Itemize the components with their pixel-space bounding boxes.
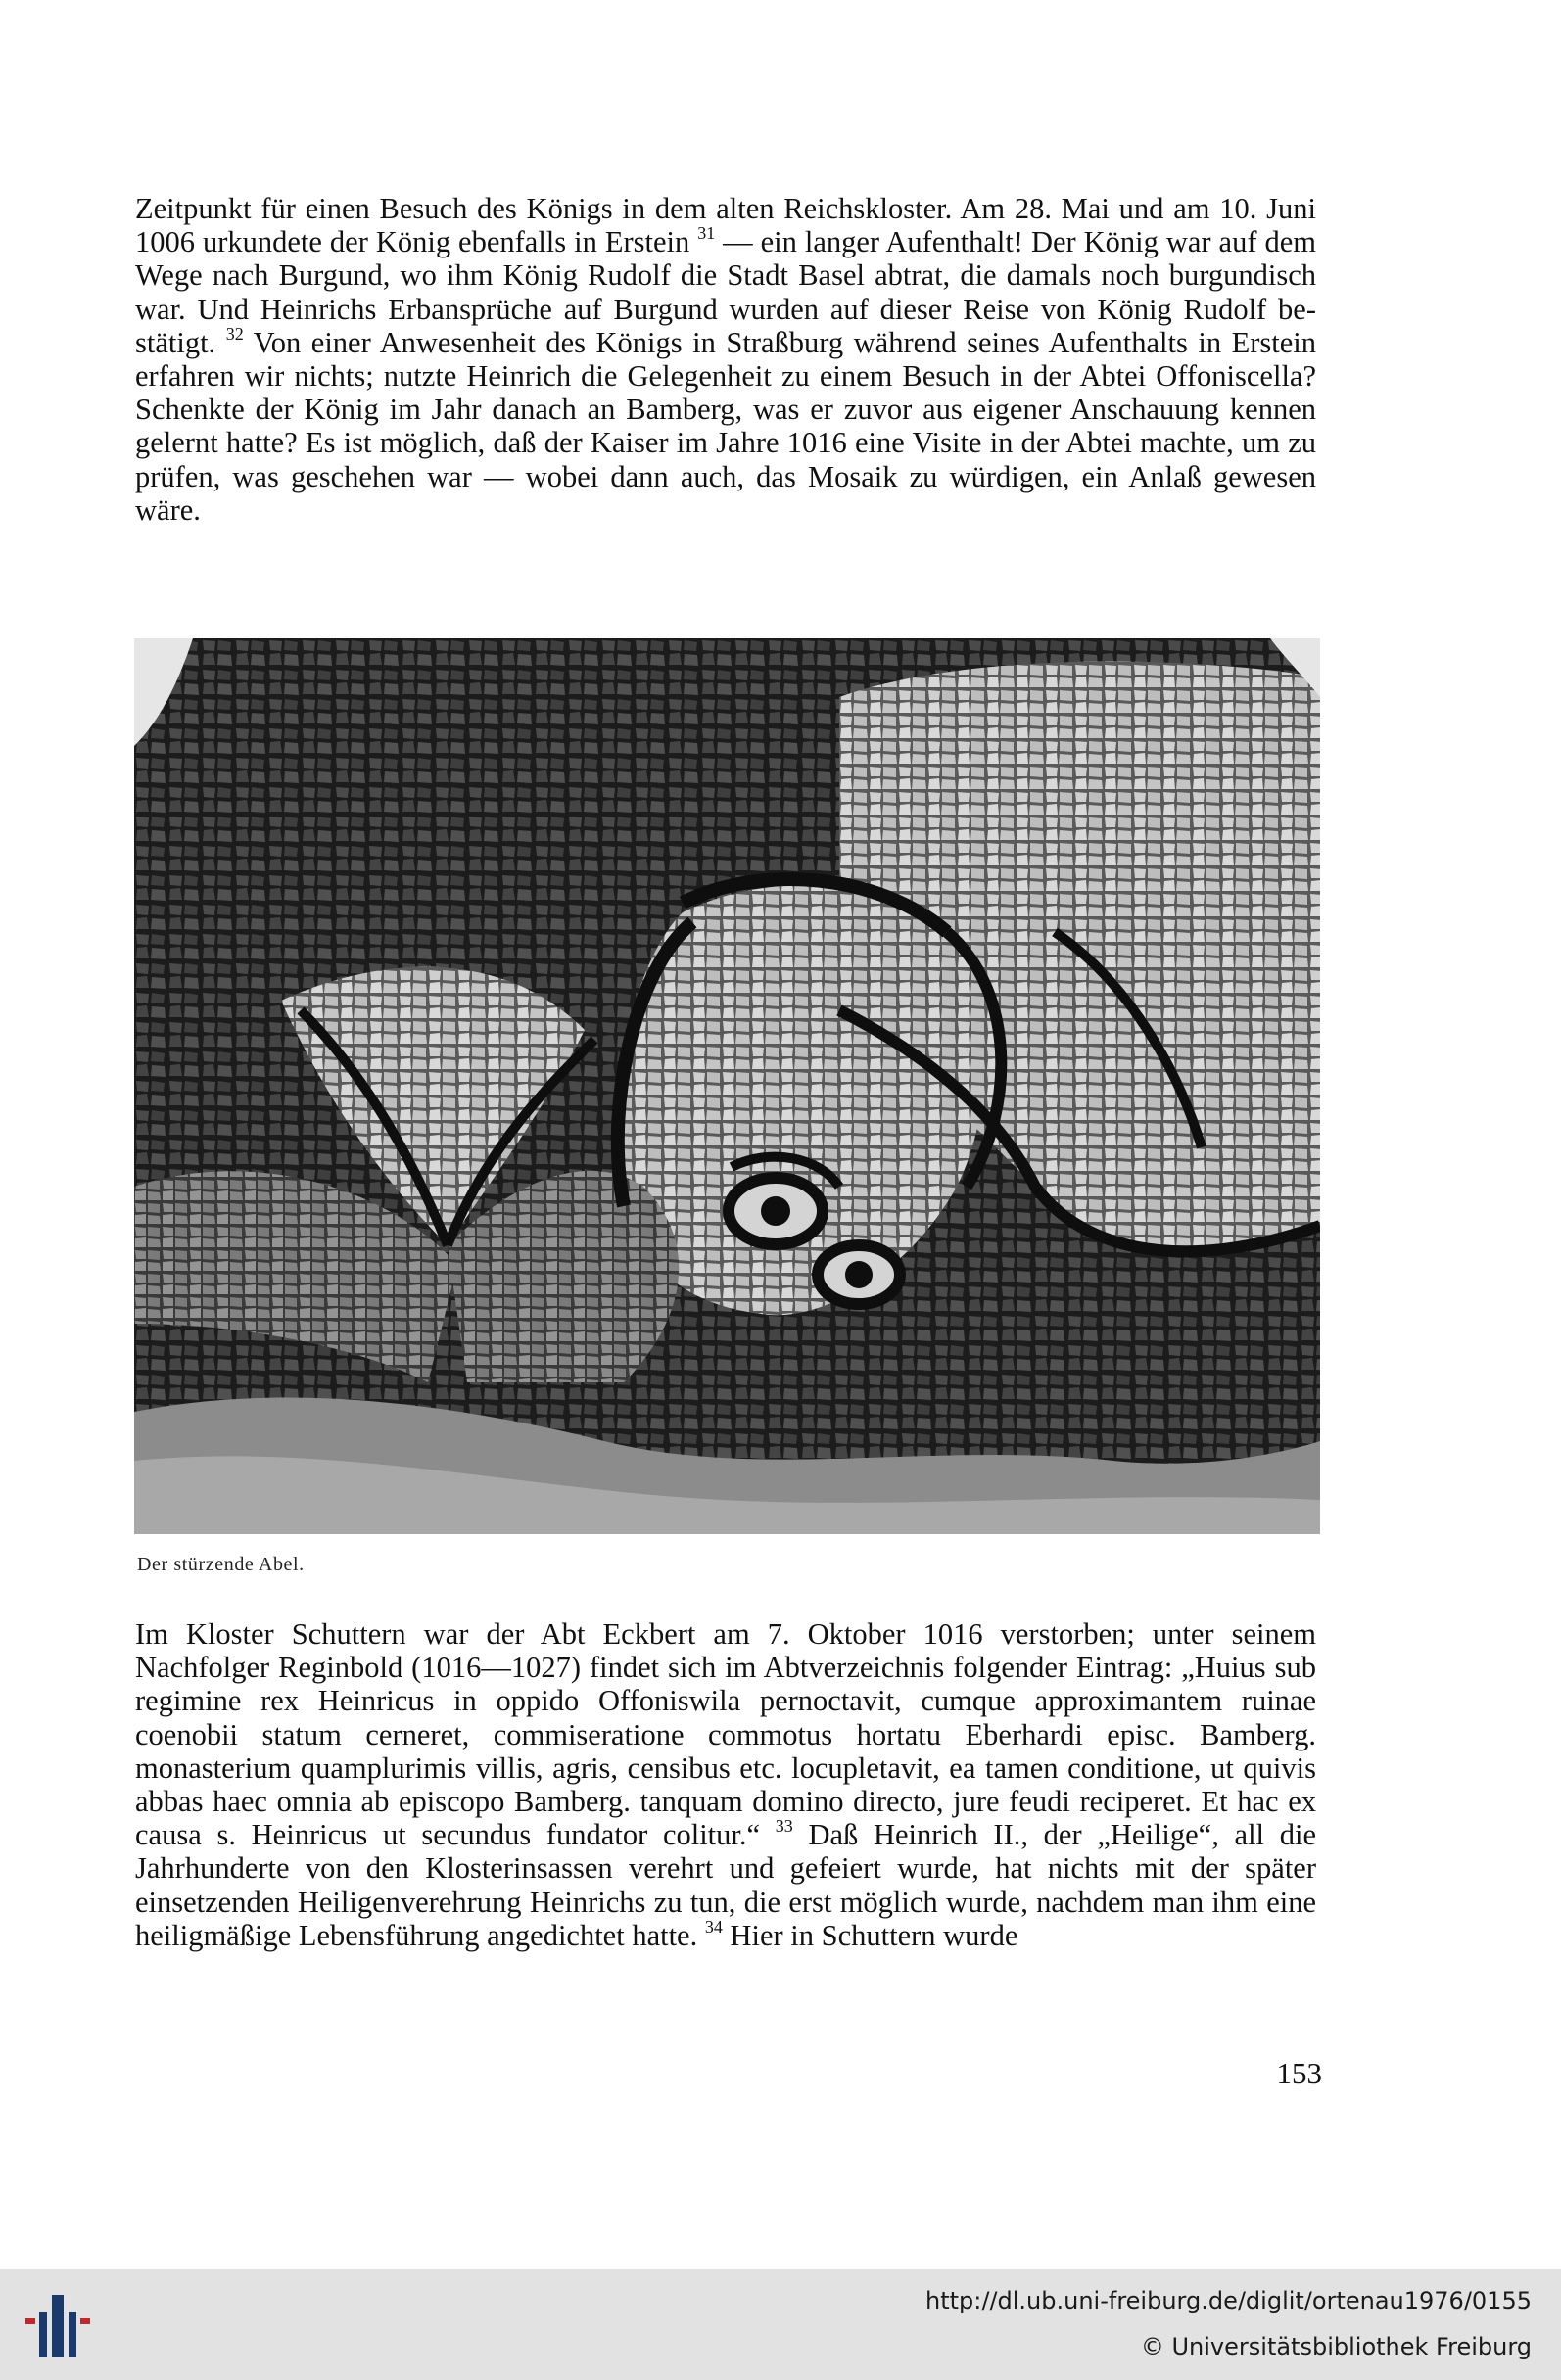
footnote-ref: 32 xyxy=(225,323,244,344)
paragraph-text-segment: Zeitpunkt für einen Besuch des Königs in dem alten Reichskloster. Am 28. Mai und am 10. Juni 1006 urkundete der König ebenfalls in Erstein xyxy=(135,192,1316,259)
mosaic-abel-image xyxy=(134,638,1320,1534)
permalink-url[interactable]: http://dl.ub.uni-freiburg.de/diglit/ortenau1976/0155 xyxy=(924,2287,1532,2314)
mosaic-photograph xyxy=(134,638,1320,1534)
paragraph-text-segment: — ein langer Aufenthalt! Der König war auf dem Wege nach Burgund, wo ihm König Rudolf die Stadt Basel abtrat, die damals noch burgundisch war. Und Heinrichs Erbansprüche auf Burgund wurden auf dieser Reise von König Rudolf bestätigt. xyxy=(135,225,1316,359)
footer-bar xyxy=(0,2269,1561,2380)
body-paragraph-2 xyxy=(135,1617,1316,1952)
page-number: 153 xyxy=(1276,2056,1322,2090)
paragraph-text-segment: Hier in Schuttern wurde xyxy=(722,1918,1018,1952)
footnote-ref: 31 xyxy=(697,223,716,244)
ub-freiburg-logo-icon xyxy=(20,2287,98,2365)
figure-caption: Der stürzende Abel. xyxy=(137,1554,305,1575)
paragraph-text-segment: Daß Heinrich II., der „Heilige“, all die Jahrhunderte von den Klosterinsassen verehrt und gefeiert wurde, hat nichts mit der später einsetzenden Heiligenverehrung Heinrichs zu tun, die erst möglich wurde, nachdem man ihm eine heiligmäßige Lebensführung angedichtet hatte. xyxy=(135,1818,1316,1952)
body-paragraph-1 xyxy=(135,192,1316,527)
footnote-ref: 33 xyxy=(775,1816,793,1837)
paragraph-text-segment: Von einer Anwesenheit des Königs in Straßburg während seines Aufenthalts in Erstein erfahren wir nichts; nutzte Heinrich die Gelegenheit zu einem Besuch in der Abtei Offoniscella? Schenkte der König im Jahr danach an Bamberg, was er zuvor aus eigener Anschauung kennen gelernt hatte? Es ist möglich, daß der Kaiser im Jahre 1016 eine Visite in der Abtei machte, um zu prüfen, was geschehen war — wobei dann auch, das Mosaik zu würdigen, ein Anlaß gewesen wäre. xyxy=(135,325,1316,527)
copyright-notice: © Universitätsbibliothek Freiburg xyxy=(1140,2333,1532,2360)
paragraph-text-segment: Im Kloster Schuttern war der Abt Eckbert am 7. Oktober 1016 verstorben; unter seinem Nachfolger Reginbold (1016—1027) findet sich im Abtverzeichnis folgender Eintrag: „Huius sub regimine rex Heinricus in oppido Offoniswila pernoctavit, cumque approximantem ruinae coenobii statum cerneret, commiseratione commotus hortatu Eberhardi episc. Bamberg. monasterium quamplurimis villis, agris, censibus etc. locupletavit, ea tamen conditione, ut quivis abbas haec omnia ab episcopo Bamberg. tanquam domino directo, jure feudi reciperet. Et hac ex causa s. Heinricus ut secundus fundator colitur.“ xyxy=(135,1617,1316,1852)
footnote-ref: 34 xyxy=(704,1916,723,1937)
